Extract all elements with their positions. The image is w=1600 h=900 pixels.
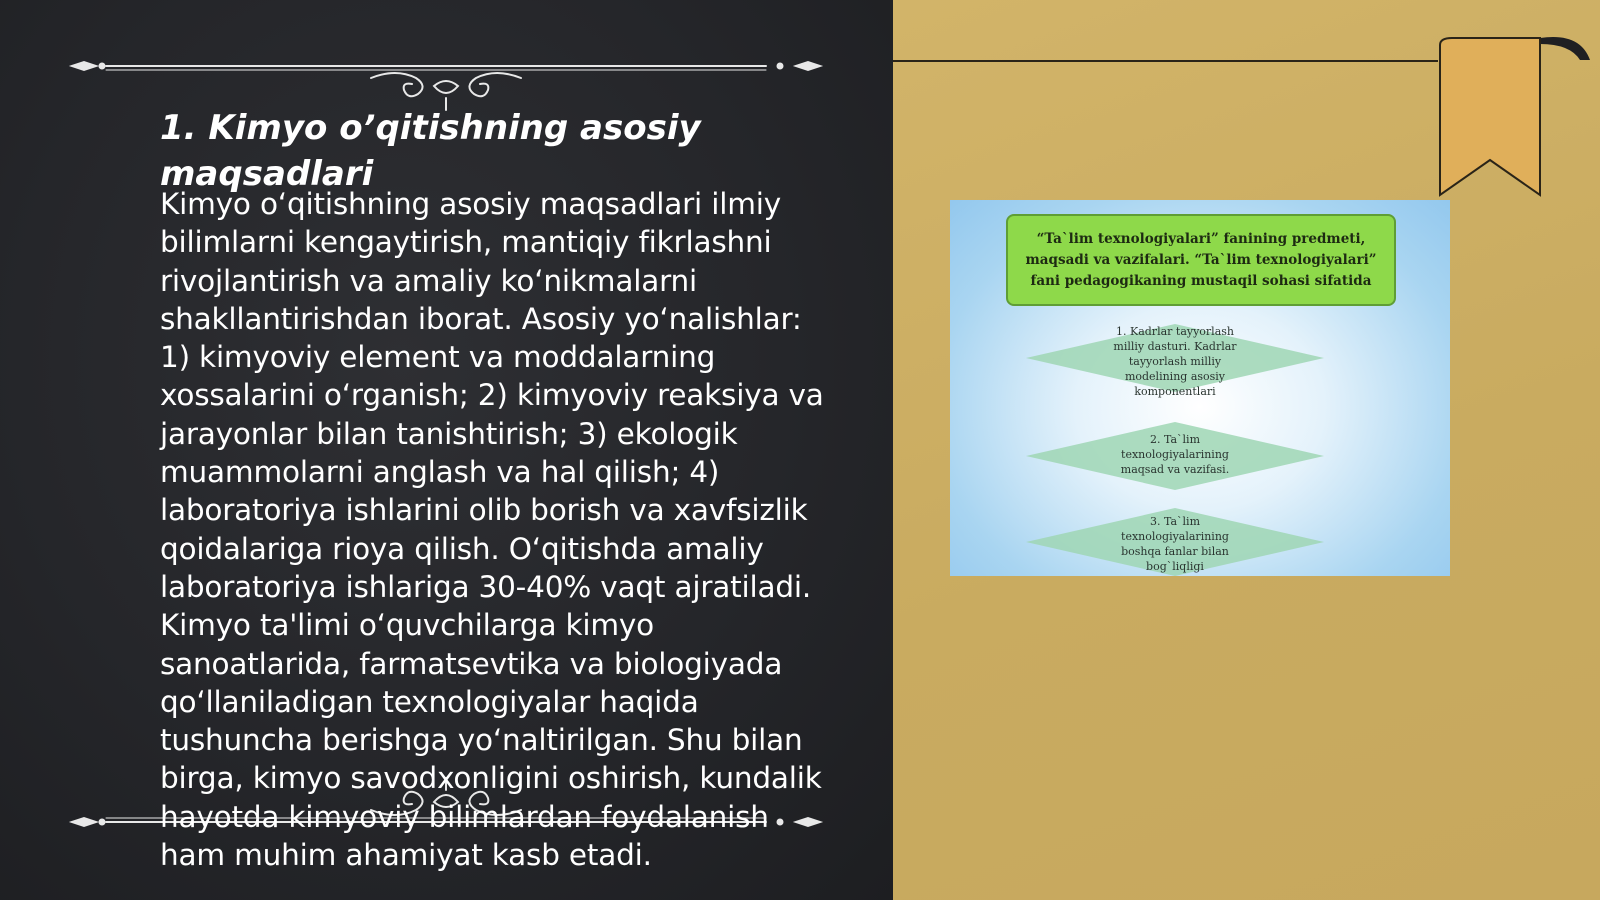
outline-item-1 — [1020, 322, 1330, 398]
image-header-box: “Ta`lim texnologiyalari” fanining predmeti, maqsadi va vazifalari. “Ta`lim texnologiyalari” fani pedagogikaning mustaqil sohasi sifatida — [1006, 214, 1396, 306]
slide-body-text: Kimyo o‘qitishning asosiy maqsadlari ilmiy bilimlarni kengaytirish, mantiqiy fikrlashni rivojlantirish va amaliy ko‘nikmalarni shakllantirishdan iborat. Asosiy yo‘nalishlar: 1) kimyoviy element va moddalarning xossalarini o‘rganish; 2) kimyoviy reaksiya va jarayonlar bilan tanishtirish; 3) ekologik muammolarni anglash va hal qilish; 4) laboratoriya ishlarini olib borish va xavfsizlik qoidalariga rioya qilish. O‘qitishda amaliy laboratoriya ishlariga 30-40% vaqt ajratiladi. Kimyo ta'limi o‘quvchilarga kimyo sanoatlarida, farmatsevtika va biologiyada qo‘llaniladigan texnologiyalar haqida tushuncha berishga yo‘naltirilgan. Shu bilan birga, kimyo savodxonligini oshirish, kundalik hayotda kimyoviy bilimlardan foydalanish ham muhim ahamiyat kasb etadi. — [160, 187, 824, 873]
outline-item-label: 1. Kadrlar tayyorlash milliy dasturi. Kadrlar tayyorlash milliy modelining asosiy komponentlari — [1113, 325, 1237, 398]
outline-item-2 — [1020, 420, 1330, 492]
outline-item-3 — [1020, 506, 1330, 576]
horizontal-rule — [893, 60, 1438, 62]
ornament-divider-top — [66, 52, 826, 112]
lesson-outline-image — [950, 200, 1450, 576]
slide-title: 1. Kimyo o’qitishning asosiy maqsadlari — [160, 108, 701, 194]
outline-item-label: 2. Ta`lim texnologiyalarining maqsad va vazifasi. — [1120, 433, 1230, 476]
bookmark-ribbon-icon — [1430, 30, 1600, 210]
outline-item-label: 3. Ta`lim texnologiyalarining boshqa fanlar bilan bog`liqligi — [1121, 515, 1229, 573]
